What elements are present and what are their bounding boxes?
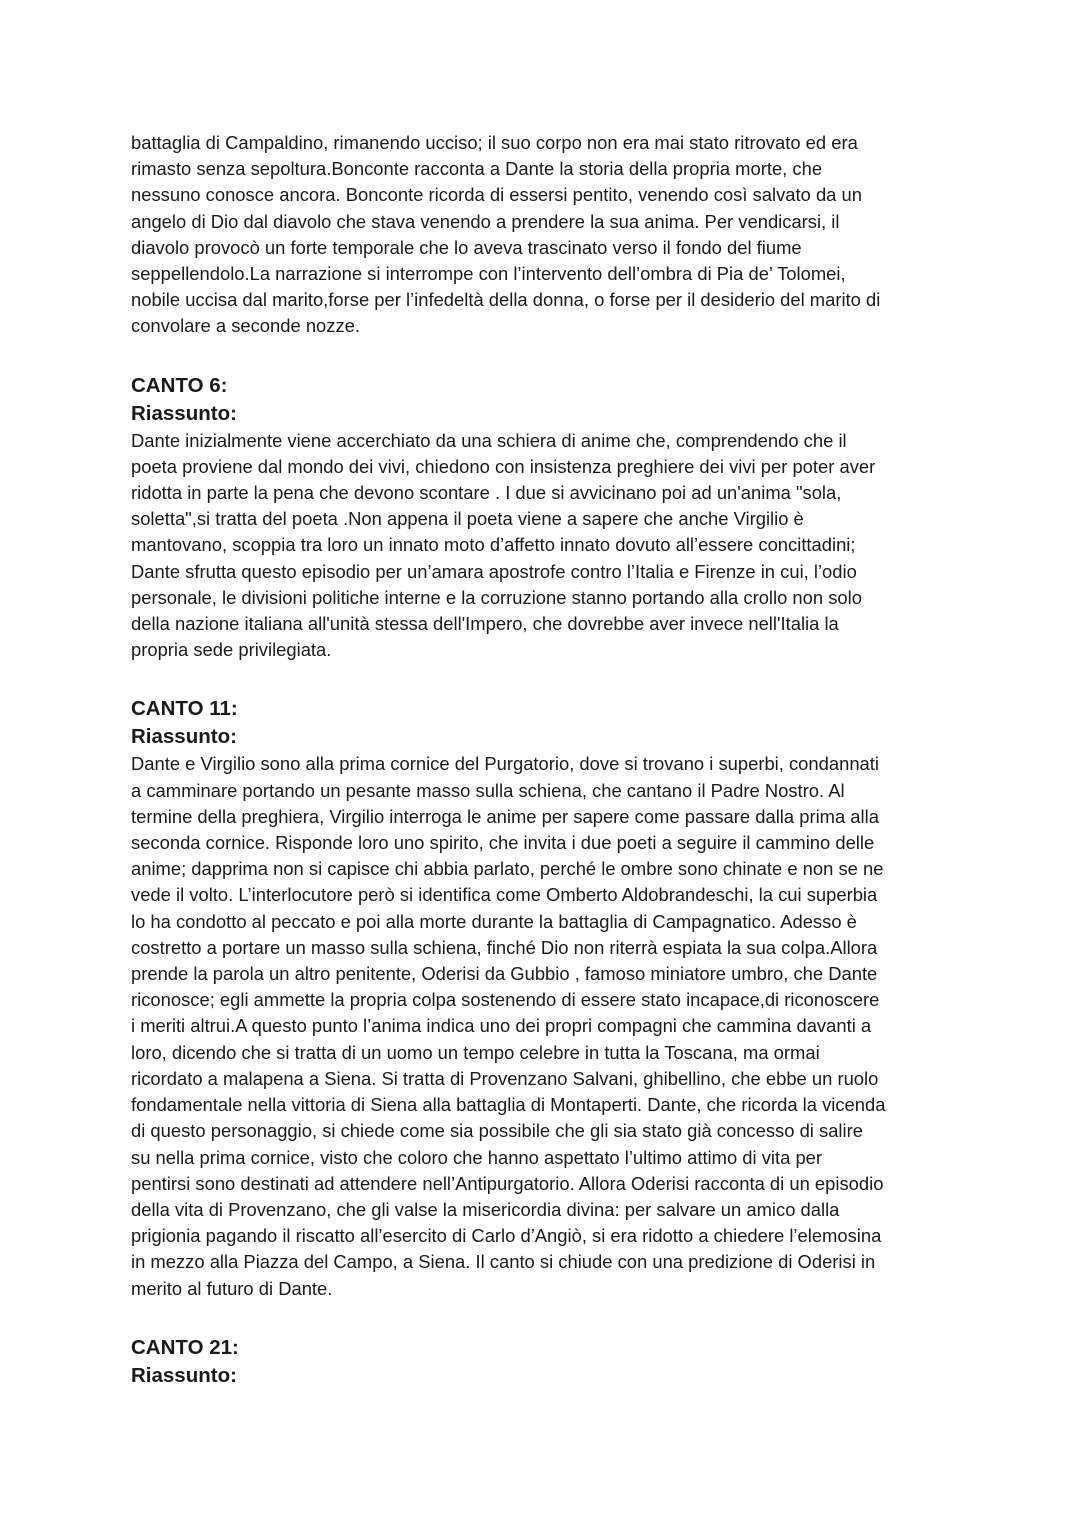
section-paragraph: Dante inizialmente viene accerchiato da una schiera di anime che, comprendendo che il poeta proviene dal mondo dei vivi, chiedono con insistenza preghiere dei vivi per poter aver ridotta in parte la pena che devono scontare . I due si avvicinano poi ad un'anima "sola, soletta",si tratta del poeta .Non appena il poeta viene a sapere che anche Virgilio è mantovano, scoppia tra loro un innato moto d’affetto innato dovuto all’essere concittadini; Dante sfrutta questo episodio per un’amara apostrofe contro l’Italia e Firenze in cui, l’odio personale, le divisioni politiche interne e la corruzione stanno portando alla crollo non solo della nazione italiana all'unità stessa dell'Impero, che dovrebbe aver invece nell'Italia la propria sede privilegiata. [131, 429, 876, 661]
section-title: CANTO 11: [131, 697, 238, 721]
intro-paragraph: battaglia di Campaldino, rimanendo ucciso; il suo corpo non era mai stato ritrovato ed era rimasto senza sepoltura.Bonconte racconta a Dante la storia della propria morte, che nessuno conosce ancora. Bonconte ricorda di essersi pentito, venendo così salvato da un angelo di Dio dal diavolo che stava venendo a prendere la sua anima. Per vendicarsi, il diavolo provocò un forte temporale che lo aveva trascinato verso il fondo del fiume seppellendolo.La narrazione si interrompe con l’intervento dell’ombra di Pia de’ Tolomei, nobile uccisa dal marito,forse per l’infedeltà della donna, o forse per il desiderio del marito di convolare a seconde nozze. [131, 132, 881, 337]
section-title: CANTO 21: [131, 1335, 239, 1359]
section-subtitle: Riassunto: [131, 1363, 237, 1387]
section-canto-6 [131, 372, 961, 664]
section-canto-11 [131, 695, 961, 1301]
document-page [131, 130, 961, 1390]
section-paragraph: Dante e Virgilio sono alla prima cornice del Purgatorio, dove si trovano i superbi, condannati a camminare portando un pesante masso sulla schiena, che cantano il Padre Nostro. Al termine della preghiera, Virgilio interroga le anime per sapere come passare dalla prima alla seconda cornice. Risponde loro uno spirito, che invita i due poeti a seguire il cammino delle anime; dapprima non si capisce chi abbia parlato, perché le ombre sono chinate e non se ne vede il volto. L’interlocutore però si identifica come Omberto Aldobrandeschi, la cui superbia lo ha condotto al peccato e poi alla morte durante la battaglia di Campagnatico. Adesso è costretto a portare un masso sulla schiena, finché Dio non riterrà espiata la sua colpa.Allora prende la parola un altro penitente, Oderisi da Gubbio , famoso miniatore umbro, che Dante riconosce; egli ammette la propria colpa sostenendo di essere stato incapace,di riconoscere i meriti altrui.A questo punto l’anima indica uno dei propri compagni che cammina davanti a loro, dicendo che si tratta di un uomo un tempo celebre in tutta la Toscana, ma ormai ricordato a malapena a Siena. Si tratta di Provenzano Salvani, ghibellino, che ebbe un ruolo fondamentale nella vittoria di Siena alla battaglia di Montaperti. Dante, che ricorda la vicenda di questo personaggio, si chiede come sia possibile che gli sia stato già concesso di salire su nella prima cornice, visto che coloro che hanno aspettato l’ultimo attimo di vita per pentirsi sono destinati ad attendere nell’Antipurgatorio. Allora Oderisi racconta di un episodio della vita di Provenzano, che gli valse la misericordia divina: per salvare un amico dalla prigionia pagando il riscatto all’esercito di Carlo d’Angiò, si era ridotto a chiedere l’elemosina in mezzo alla Piazza del Campo, a Siena. Il canto si chiude con una predizione di Oderisi in merito al futuro di Dante. [131, 753, 886, 1299]
section-subtitle: Riassunto: [131, 725, 237, 749]
section-canto-21 [131, 1334, 961, 1390]
section-subtitle: Riassunto: [131, 401, 237, 425]
section-title: CANTO 6: [131, 373, 228, 397]
